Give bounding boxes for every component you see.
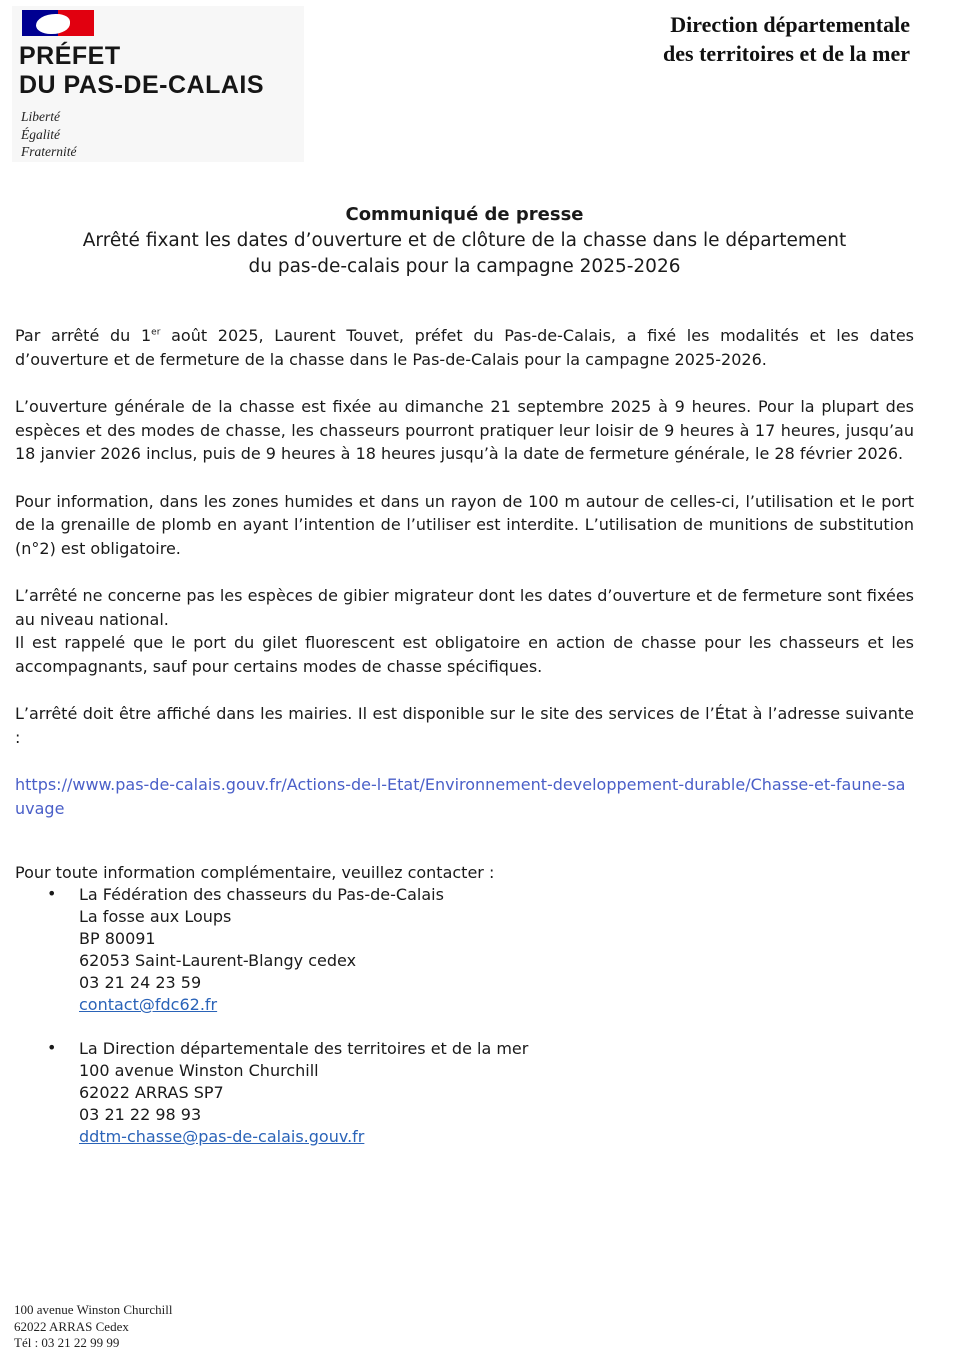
- contact2-line2: 100 avenue Winston Churchill: [79, 1061, 319, 1080]
- footer-line3: Tél : 03 21 22 99 99: [14, 1335, 120, 1350]
- p4-part-a: L’arrêté ne concerne pas les espèces de gibier migrateur dont les dates d’ouverture et de fermeture sont fixées au niveau national.: [15, 586, 914, 629]
- title-main: Communiqué de presse: [345, 204, 584, 225]
- footer-address: [14, 1302, 172, 1352]
- paragraph-2: L’ouverture générale de la chasse est fixée au dimanche 21 septembre 2025 à 9 heures. Pour la plupart des espèces et des modes de chasse, les chasseurs pourront pratiquer leur loisir de 9 heures à 17 heures, jusqu’au 18 janvier 2026 inclus, puis de 9 heures à 18 heures jusqu’à la date de fermeture générale, le 28 février 2026.: [15, 397, 914, 463]
- logo-title-line1: PRÉFET: [19, 42, 121, 70]
- paragraph-5: L’arrêté doit être affiché dans les mairies. Il est disponible sur le site des services de l’État à l’adresse suivante :: [15, 704, 914, 747]
- prefecture-logo: [12, 6, 304, 162]
- motto-egalite: Égalité: [21, 126, 60, 142]
- p1-after: août 2025, Laurent Touvet, préfet du Pas-de-Calais, a fixé les modalités et les dates d’ouverture et de fermeture de la chasse dans le Pas-de-Calais pour la campagne 2025-2026.: [15, 326, 914, 369]
- contact1-line4: 62053 Saint-Laurent-Blangy cedex: [79, 951, 357, 970]
- contact1-name: La Fédération des chasseurs du Pas-de-Calais: [79, 885, 444, 904]
- title-sub-line2: du pas-de-calais pour la campagne 2025-2026: [248, 256, 681, 277]
- logo-motto: [21, 108, 77, 161]
- contact-ddtm: [79, 1038, 528, 1148]
- prefecture-url-link[interactable]: https://www.pas-de-calais.gouv.fr/Actions-de-l-Etat/Environnement-developpement-durable/Chasse-et-faune-sauvage: [15, 775, 906, 818]
- title-sub-line1: Arrêté fixant les dates d’ouverture et de clôture de la chasse dans le département: [82, 230, 847, 251]
- press-release-title: [0, 202, 929, 280]
- logo-title-line2: DU PAS-DE-CALAIS: [19, 71, 265, 99]
- body-text: [15, 324, 914, 844]
- bullet-2: •: [47, 1038, 57, 1057]
- motto-fraternite: Fraternité: [21, 144, 77, 159]
- contact1-email-link[interactable]: contact@fdc62.fr: [79, 995, 218, 1014]
- contact2-line3: 62022 ARRAS SP7: [79, 1083, 224, 1102]
- contact1-line3: BP 80091: [79, 929, 156, 948]
- contact2-phone: 03 21 22 98 93: [79, 1105, 202, 1124]
- bullet-1: •: [47, 884, 57, 903]
- motto-liberte: Liberté: [21, 109, 60, 124]
- marianne-flag-icon: [22, 10, 94, 36]
- header-line2: des territoires et de la mer: [663, 41, 910, 66]
- paragraph-4: [15, 584, 914, 631]
- paragraph-4b: Il est rappelé que le port du gilet fluorescent est obligatoire en action de chasse pour les chasseurs et les accompagnants, sauf pour certains modes de chasse spécifiques.: [15, 633, 914, 676]
- contact-fdc62: [79, 884, 444, 1016]
- header-line1: Direction départementale: [670, 12, 910, 37]
- footer-line1: 100 avenue Winston Churchill: [14, 1302, 173, 1317]
- department-header: [663, 10, 910, 68]
- p1-before: Par arrêté du 1: [15, 326, 152, 345]
- footer-line2: 62022 ARRAS Cedex: [14, 1318, 129, 1334]
- p1-sup: er: [151, 327, 161, 338]
- logo-title: [19, 42, 264, 100]
- contact2-name: La Direction départementale des territoires et de la mer: [79, 1039, 529, 1058]
- contact-intro: Pour toute information complémentaire, veuillez contacter :: [15, 863, 495, 882]
- contact1-line2: La fosse aux Loups: [79, 907, 232, 926]
- paragraph-1: [15, 324, 914, 371]
- contact2-email-link[interactable]: ddtm-chasse@pas-de-calais.gouv.fr: [79, 1127, 365, 1146]
- contact1-phone: 03 21 24 23 59: [79, 973, 202, 992]
- paragraph-3: Pour information, dans les zones humides et dans un rayon de 100 m autour de celles-ci, l’utilisation et le port de la grenaille de plomb en ayant l’intention de l’utiliser est interdite. L’utilisation de munitions de substitution (n°2) est obligatoire.: [15, 491, 914, 558]
